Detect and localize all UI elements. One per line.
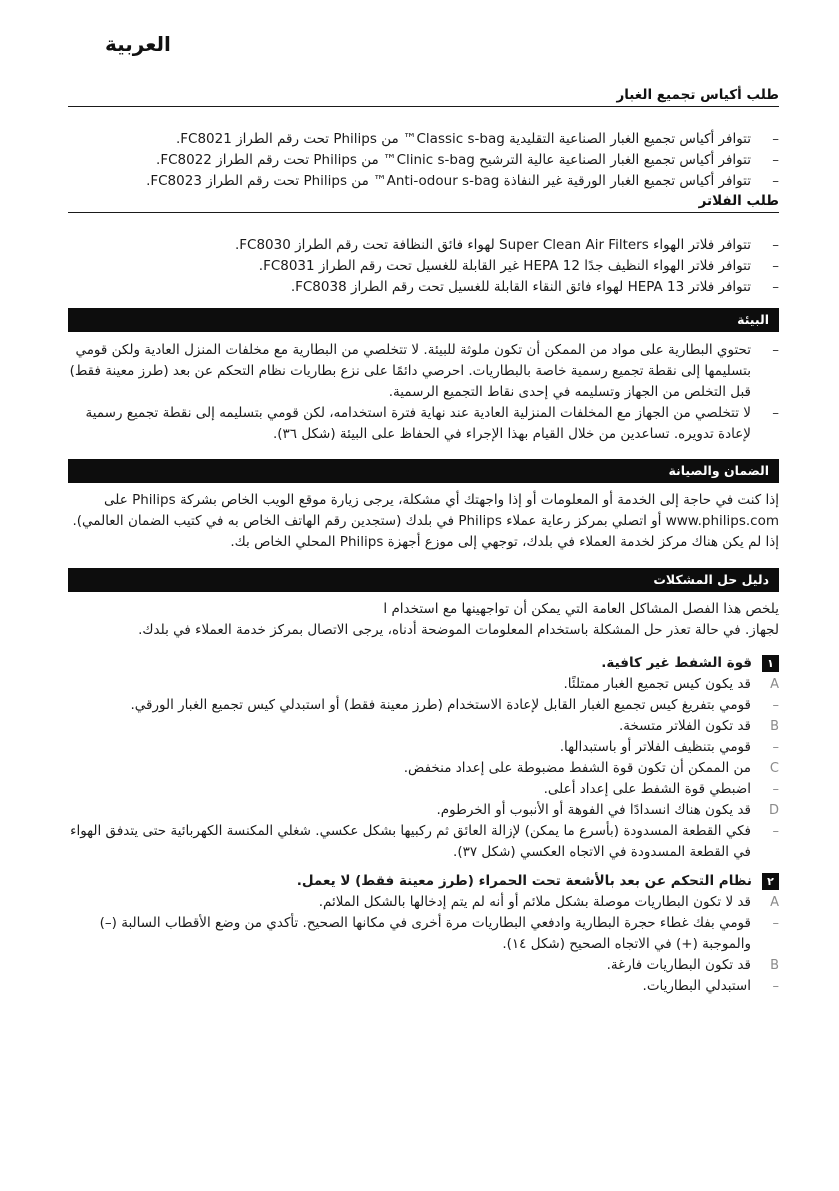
intro-line: لجهاز. في حالة تعذر حل المشكلة باستخدام المعلومات الموضحة أدناه، يرجى الاتصال بمركز خدمة العملاء في بلدك. <box>138 622 779 638</box>
list-item-text: تتوافر أكياس تجميع الغبار الورقية غير النفاذة Anti-odour s-bag™ من Philips تحت رقم الطراز FC8023. <box>146 173 751 189</box>
problem-entry <box>68 716 779 737</box>
entry-text: قومي بفك غطاء حجرة البطارية وادفعي البطاريات مرة أخرى في مكانها الصحيح. تأكدي من وضع الأقطاب السالبة (–) والموجبة (+) في الاتجاه الصحيح (شكل ١٤). <box>99 915 751 952</box>
dash-bullet: – <box>772 279 779 295</box>
entry-text: اضبطي قوة الشفط على إعداد أعلى. <box>543 781 751 797</box>
entry-text: فكي القطعة المسدودة (بأسرع ما يمكن) لإزالة العائق ثم ركبيها بشكل عكسي. شغلي المكنسة الكهربائية حتى يتدفق الهواء في القطعة المسدودة في الاتجاه العكسي (شكل ٣٧). <box>70 823 751 860</box>
dash-bullet: – <box>772 173 779 189</box>
list-item-text: تحتوي البطارية على مواد من الممكن أن تكون ملوثة للبيئة. لا تتخلصي من البطارية مع مخلفات المنزل العادية ولكن قومي بتسليمها إلى نقطة تجميع رسمية خاصة بالبطاريات. احرصي دائمًا على نزع بطاريات نظام التحكم عن بعد (طرز معينة فقط) قبل التخلص من الجهاز وتسليمه في إحدى نقاط التجميع الرسمية. <box>69 342 751 400</box>
dash-bullet: – <box>772 152 779 168</box>
entry-text: قد يكون هناك انسدادًا في الفوهة أو الأنبوب أو الخرطوم. <box>436 802 751 818</box>
filters-list <box>68 235 779 298</box>
section-bar-environment: البيئة <box>68 308 779 332</box>
dash-bullet: – <box>772 405 779 421</box>
page-content <box>68 0 779 997</box>
page-language-title: العربية <box>105 32 171 56</box>
entry-text: من الممكن أن تكون قوة الشفط مضبوطة على إعداد منخفض. <box>403 760 751 776</box>
problem-number-badge: ١ <box>762 655 779 672</box>
list-item-text: تتوافر أكياس تجميع الغبار الصناعية عالية الترشيح Clinic s-bag™ من Philips تحت رقم الطراز FC8022. <box>156 152 751 168</box>
entry-marker: A <box>770 677 779 692</box>
problem-entry <box>68 913 779 955</box>
list-item-text: لا تتخلصي من الجهاز مع المخلفات المنزلية العادية عند نهاية فترة استخدامه، لكن قومي بتسليمه إلى نقطة تجميع رسمية لإعادة تدويره. تساعدين من خلال القيام بهذا الإجراء في الحفاظ على البيئة (شكل ٣٦). <box>85 405 751 442</box>
entry-text: قومي بتنظيف الفلاتر أو باستبدالها. <box>559 739 751 755</box>
dash-bullet: – <box>772 342 779 358</box>
problem-entry <box>68 892 779 913</box>
entry-marker: – <box>772 824 779 839</box>
section-bar-troubleshooting: دليل حل المشكلات <box>68 568 779 592</box>
list-item-text: تتوافر فلاتر HEPA 13 لهواء فائق النقاء القابلة للغسيل تحت رقم الطراز FC8038. <box>290 279 751 295</box>
dash-bullet: – <box>772 237 779 253</box>
list-item-text: تتوافر أكياس تجميع الغبار الصناعية التقليدية Classic s-bag™ من Philips تحت رقم الطراز FC8021. <box>175 131 751 147</box>
list-item-text: تتوافر فلاتر الهواء Super Clean Air Filters لهواء فائق النظافة تحت رقم الطراز FC8030. <box>234 237 751 253</box>
list-item <box>68 277 779 298</box>
troubleshooting-intro <box>68 599 779 641</box>
dash-bullet: – <box>772 258 779 274</box>
problem-entry <box>68 976 779 997</box>
entry-marker: D <box>768 803 779 818</box>
entry-marker: – <box>772 916 779 931</box>
list-item <box>68 171 779 192</box>
problem-1 <box>68 653 779 863</box>
entry-text: قد يكون كيس تجميع الغبار ممتلئًا. <box>563 676 751 692</box>
entry-marker: – <box>772 698 779 713</box>
section-bar-warranty: الضمان والصيانة <box>68 459 779 483</box>
list-item <box>68 129 779 150</box>
problem-number-badge: ٢ <box>762 873 779 890</box>
entry-text: قد تكون البطاريات فارغة. <box>606 957 751 973</box>
entry-marker: C <box>769 761 779 776</box>
problem-entry <box>68 737 779 758</box>
list-item <box>68 340 779 403</box>
problem-title: قوة الشفط غير كافية. <box>601 655 752 671</box>
dash-bullet: – <box>772 131 779 147</box>
problem-entry <box>68 955 779 976</box>
entry-text: قومي بتفريغ كيس تجميع الغبار القابل لإعادة الاستخدام (طرز معينة فقط) أو استبدلي كيس تجميع الغبار الورقي. <box>130 697 751 713</box>
entry-marker: A <box>770 895 779 910</box>
entry-text: استبدلي البطاريات. <box>642 978 751 994</box>
section-heading-order-bags: طلب أكياس تجميع الغبار <box>616 87 779 103</box>
problem-entry <box>68 821 779 863</box>
entry-marker: B <box>770 958 779 973</box>
warranty-paragraph: إذا كنت في حاجة إلى الخدمة أو المعلومات أو إذا واجهتك أي مشكلة، يرجى زيارة موقع الويب الخاص بشركة Philips على www.philips.com أو اتصلي بمركز رعاية عملاء Philips في بلدك (ستجدين رقم الهاتف الخاص به في كتيب الضمان العالمي). إذا لم يكن هناك مركز لخدمة العملاء في بلدك، توجهي إلى موزع أجهزة Philips المحلي الخاص بك. <box>72 492 779 550</box>
problem-2 <box>68 871 779 997</box>
problem-entry <box>68 758 779 779</box>
divider <box>68 212 779 213</box>
entry-marker: B <box>770 719 779 734</box>
entry-marker: – <box>772 740 779 755</box>
entry-text: قد لا تكون البطاريات موصلة بشكل ملائم أو أنه لم يتم إدخالها بالشكل الملائم. <box>318 894 751 910</box>
list-item <box>68 235 779 256</box>
list-item <box>68 403 779 445</box>
problem-title: نظام التحكم عن بعد بالأشعة تحت الحمراء (طرز معينة فقط) لا يعمل. <box>296 873 752 889</box>
list-item <box>68 256 779 277</box>
list-item <box>68 150 779 171</box>
problem-heading <box>68 653 779 674</box>
bags-list <box>68 129 779 192</box>
divider <box>68 106 779 107</box>
entry-text: قد تكون الفلاتر متسخة. <box>618 718 751 734</box>
environment-list <box>68 340 779 445</box>
entry-marker: – <box>772 782 779 797</box>
intro-line: يلخص هذا الفصل المشاكل العامة التي يمكن أن تواجهينها مع استخدام ا <box>383 601 779 617</box>
problem-entry <box>68 779 779 800</box>
section-heading-order-filters: طلب الفلاتر <box>698 193 779 209</box>
list-item-text: تتوافر فلاتر الهواء النظيف جدًا HEPA 12 غير القابلة للغسيل تحت رقم الطراز FC8031. <box>258 258 751 274</box>
problem-heading <box>68 871 779 892</box>
entry-marker: – <box>772 979 779 994</box>
problem-entry <box>68 800 779 821</box>
problem-entry <box>68 695 779 716</box>
problem-entry <box>68 674 779 695</box>
